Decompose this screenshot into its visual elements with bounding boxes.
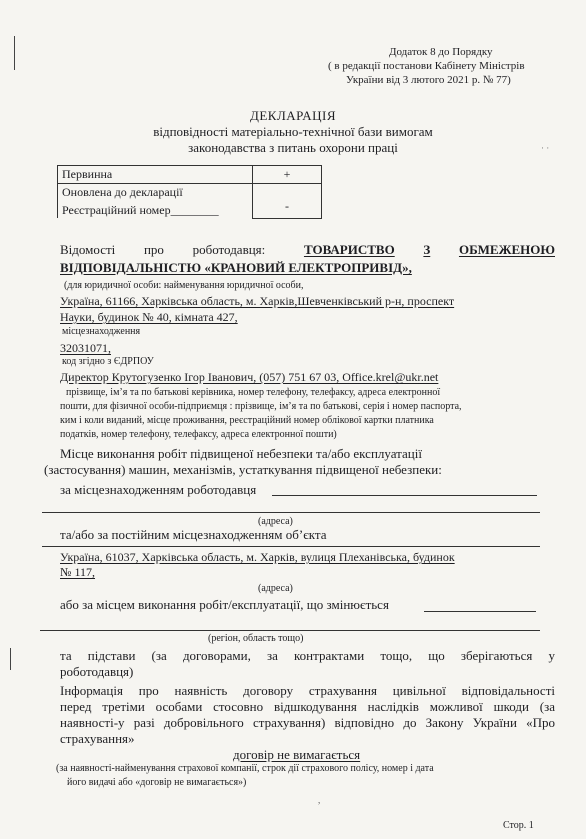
blank-line — [40, 630, 540, 631]
employer-label-word: роботодавця: — [192, 242, 266, 257]
employer-edrpou-hint: код згідно з ЄДРПОУ — [62, 356, 154, 367]
object-address-line-1: Україна, 61037, Харківська область, м. Харків, вулиця Плеханівська, будинок — [60, 550, 455, 564]
grounds-line-2: роботодавця) — [60, 664, 134, 679]
employer-edrpou: 32031071, — [60, 341, 111, 355]
employer-name-hint: (для юридичної особи: найменування юридичної особи, — [64, 280, 304, 291]
employer-name-word: З — [423, 242, 431, 257]
employer-name-word: ТОВАРИСТВО — [303, 242, 395, 257]
employer-label-word: Відомості — [60, 242, 116, 257]
address-hint-2: (адреса) — [258, 583, 293, 594]
insurance-line-1: Інформація про наявність договору страхування цивільної відповідальності — [60, 683, 555, 698]
scan-margin-mark — [14, 36, 15, 70]
insurance-line-2: перед третіми особами стосовно відшкодування наслідків можливої шкоди (за — [60, 699, 555, 714]
employer-label-word: про — [143, 242, 164, 257]
table-row — [58, 184, 322, 219]
document-subtitle-1: відповідності матеріально-технічної бази вимогам — [153, 124, 433, 139]
object-address-line-2: № 117, — [60, 565, 96, 579]
blank-line — [42, 546, 540, 547]
region-hint: (регіон, область тощо) — [208, 633, 304, 644]
director-hint-line-4: податків, номер телефону, телефаксу, адреса електронної пошти) — [60, 429, 337, 440]
employer-name-line-2: ВІДПОВІДАЛЬНІСТЮ «КРАНОВИЙ ЕЛЕКТРОПРИВІД», — [60, 260, 412, 275]
director-hint-line-1: прізвище, ім’я та по батькові керівника, номер телефону, телефаксу, адреса електронної — [66, 387, 441, 398]
director-hint-line-2: пошти, для фізичної особи-підприємця : прізвище, ім’я та по батькові, серія і номер паспорта, — [60, 401, 462, 412]
scan-margin-mark — [10, 648, 11, 670]
director-hint-line-3: ким і коли виданий, місце проживання, реєстраційний номер облікової картки платника — [60, 415, 434, 426]
employer-address-line-2: Науки, будинок № 40, кімната 427, — [60, 310, 238, 324]
employer-name-word: ОБМЕЖЕНОЮ — [458, 242, 555, 257]
scan-dots: · · — [541, 143, 550, 153]
insurance-hint-line-2: його видачі або «договір не вимагається») — [67, 777, 247, 788]
appendix-line-3: України від 3 лютого 2021 р. № 77) — [346, 74, 511, 86]
blank-line — [272, 495, 537, 496]
employer-director-contact: Директор Крутогузенко Ігор Іванович, (057) 751 67 03, Office.krel@ukr.net — [60, 370, 439, 384]
status-updated-mark: - — [253, 184, 322, 219]
workplace-intro-line-2: (застосування) машин, механізмів, устаткування підвищеної небезпеки: — [44, 462, 442, 477]
employer-label-line — [60, 242, 555, 258]
table-row — [58, 166, 322, 184]
insurance-hint-line-1: (за наявності-найменування страхової компанії, строк дії страхового полісу, номер і дата — [56, 763, 434, 774]
insurance-line-3: наявності-у разі добровільного страхування) відповідно до Закону України «Про — [60, 715, 555, 730]
insurance-line-4: страхування» — [60, 731, 135, 746]
employer-address-hint: місцезнаходження — [62, 326, 141, 337]
appendix-line-2: ( в редакції постанови Кабінету Міністрів — [328, 60, 525, 72]
by-employer-location: за місцезнаходженням роботодавця — [60, 482, 257, 497]
document-subtitle-2: законодавства з питань охорони праці — [188, 140, 398, 155]
status-updated-label: Оновлена до декларації — [62, 185, 183, 199]
page-number: Стор. 1 — [503, 820, 534, 831]
or-permanent-location: та/або за постійним місцезнаходженням об’єкта — [60, 527, 327, 542]
grounds-line-1: та підстави (за договорами, за контрактами тощо, що зберігаються у — [60, 648, 555, 663]
blank-line — [42, 512, 540, 513]
or-variable-location: або за місцем виконання робіт/експлуатації, що змінюється — [60, 597, 389, 612]
blank-line — [424, 611, 536, 612]
status-primary-label: Первинна — [58, 166, 253, 184]
status-primary-mark: + — [253, 166, 322, 184]
workplace-intro-line-1: Місце виконання робіт підвищеної небезпеки та/або експлуатації — [60, 446, 422, 461]
appendix-line-1: Додаток 8 до Порядку — [389, 46, 493, 58]
address-hint-1: (адреса) — [258, 516, 293, 527]
document-title: ДЕКЛАРАЦІЯ — [249, 108, 337, 123]
declaration-status-table — [57, 165, 322, 219]
status-registration-label: Реєстраційний номер________ — [62, 203, 219, 217]
employer-address-line-1: Україна, 61166, Харківська область, м. Харків,Шевченківський р-н, проспект — [60, 294, 455, 308]
insurance-value: договір не вимагається — [233, 747, 361, 762]
scan-dot: , — [318, 795, 321, 805]
